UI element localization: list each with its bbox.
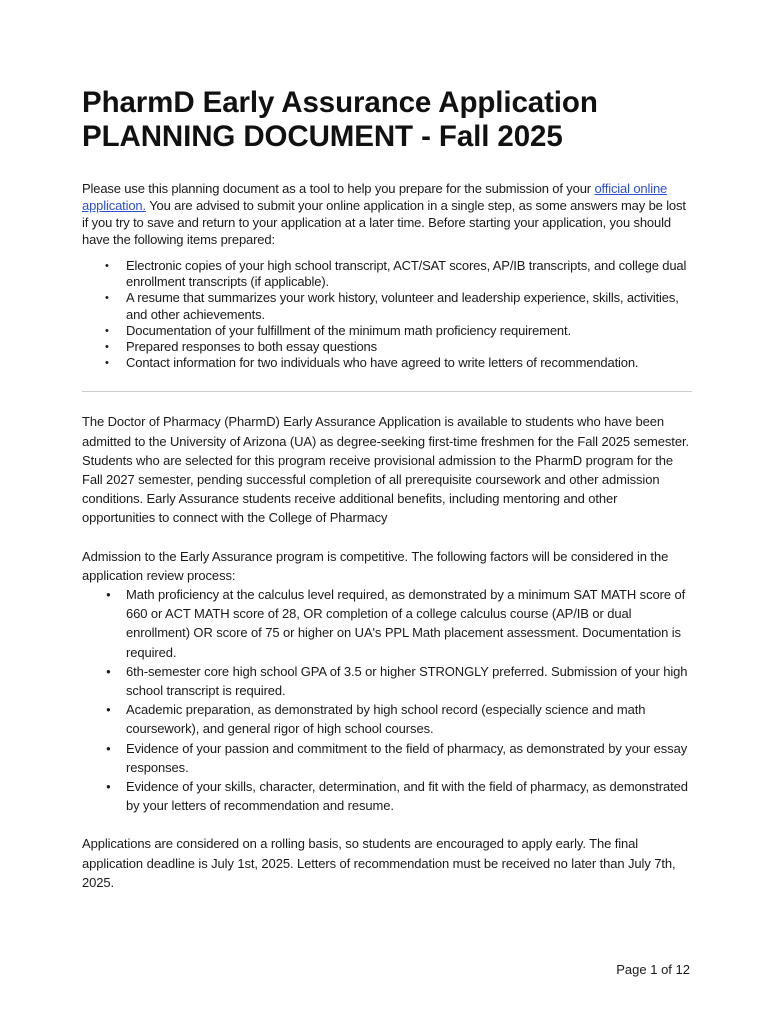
list-item: ● Math proficiency at the calculus level required, as demonstrated by a minimum SAT MATH score of 660 or ACT MATH score of 28, OR completion of a college calculus course (AP/IB or dual enrollment) OR score of 75 or higher on UA's PPL Math placement assessment. Documentation is required. xyxy=(126,585,692,662)
intro-text-after-link: You are advised to submit your online application in a single step, as some answers may be lost if you try to save and return to your application at a later time. Before starting your application, you should have the following items prepared: xyxy=(82,198,686,247)
list-item: • Documentation of your fulfillment of the minimum math proficiency requirement. xyxy=(126,323,692,339)
review-factors-intro: Admission to the Early Assurance program is competitive. The following factors will be considered in the application review process: xyxy=(82,548,669,583)
intro-paragraph xyxy=(82,180,692,248)
list-item: • Contact information for two individuals who have agreed to write letters of recommendation. xyxy=(126,355,692,371)
list-item: • A resume that summarizes your work history, volunteer and leadership experience, skills, activities, and other achievements. xyxy=(126,290,692,322)
preparation-checklist xyxy=(82,258,692,371)
section-divider xyxy=(82,391,692,392)
list-item: ● 6th-semester core high school GPA of 3.5 or higher STRONGLY preferred. Submission of your high school transcript is required. xyxy=(126,662,692,700)
page-number: Page 1 of 12 xyxy=(616,962,690,977)
document-page xyxy=(82,86,692,892)
list-item: ● Academic preparation, as demonstrated by high school record (especially science and math coursework), and general rigor of high school courses. xyxy=(126,700,692,738)
program-description-paragraph: The Doctor of Pharmacy (PharmD) Early Assurance Application is available to students who have been admitted to the University of Arizona (UA) as degree-seeking first-time freshmen for the Fall 2025 semester. Students who are selected for this program receive provisional admission to the PharmD program for the Fall 2027 semester, pending successful completion of all prerequisite coursework and other admission conditions. Early Assurance students receive additional benefits, including mentoring and other opportunities to connect with the College of Pharmacy xyxy=(82,414,689,526)
list-item: ● Evidence of your passion and commitment to the field of pharmacy, as demonstrated by your essay responses. xyxy=(126,739,692,777)
document-title xyxy=(82,86,692,154)
official-online-application-link[interactable]: official online application. xyxy=(82,181,668,213)
list-item: • Prepared responses to both essay questions xyxy=(126,339,692,355)
list-item: • Electronic copies of your high school transcript, ACT/SAT scores, AP/IB transcripts, and college dual enrollment transcripts (if applicable). xyxy=(126,258,692,290)
title-line-1: PharmD Early Assurance Application xyxy=(82,86,598,119)
intro-text-before-link: Please use this planning document as a tool to help you prepare for the submission of your xyxy=(82,181,595,196)
title-line-2: PLANNING DOCUMENT - Fall 2025 xyxy=(82,120,563,153)
review-factors-list xyxy=(82,585,692,815)
list-item: ● Evidence of your skills, character, determination, and fit with the field of pharmacy, as demonstrated by your letters of recommendation and resume. xyxy=(126,777,692,815)
deadline-paragraph: Applications are considered on a rolling basis, so students are encouraged to apply early. The final application deadline is July 1st, 2025. Letters of recommendation must be received no later than July 7th, 2025. xyxy=(82,836,676,890)
